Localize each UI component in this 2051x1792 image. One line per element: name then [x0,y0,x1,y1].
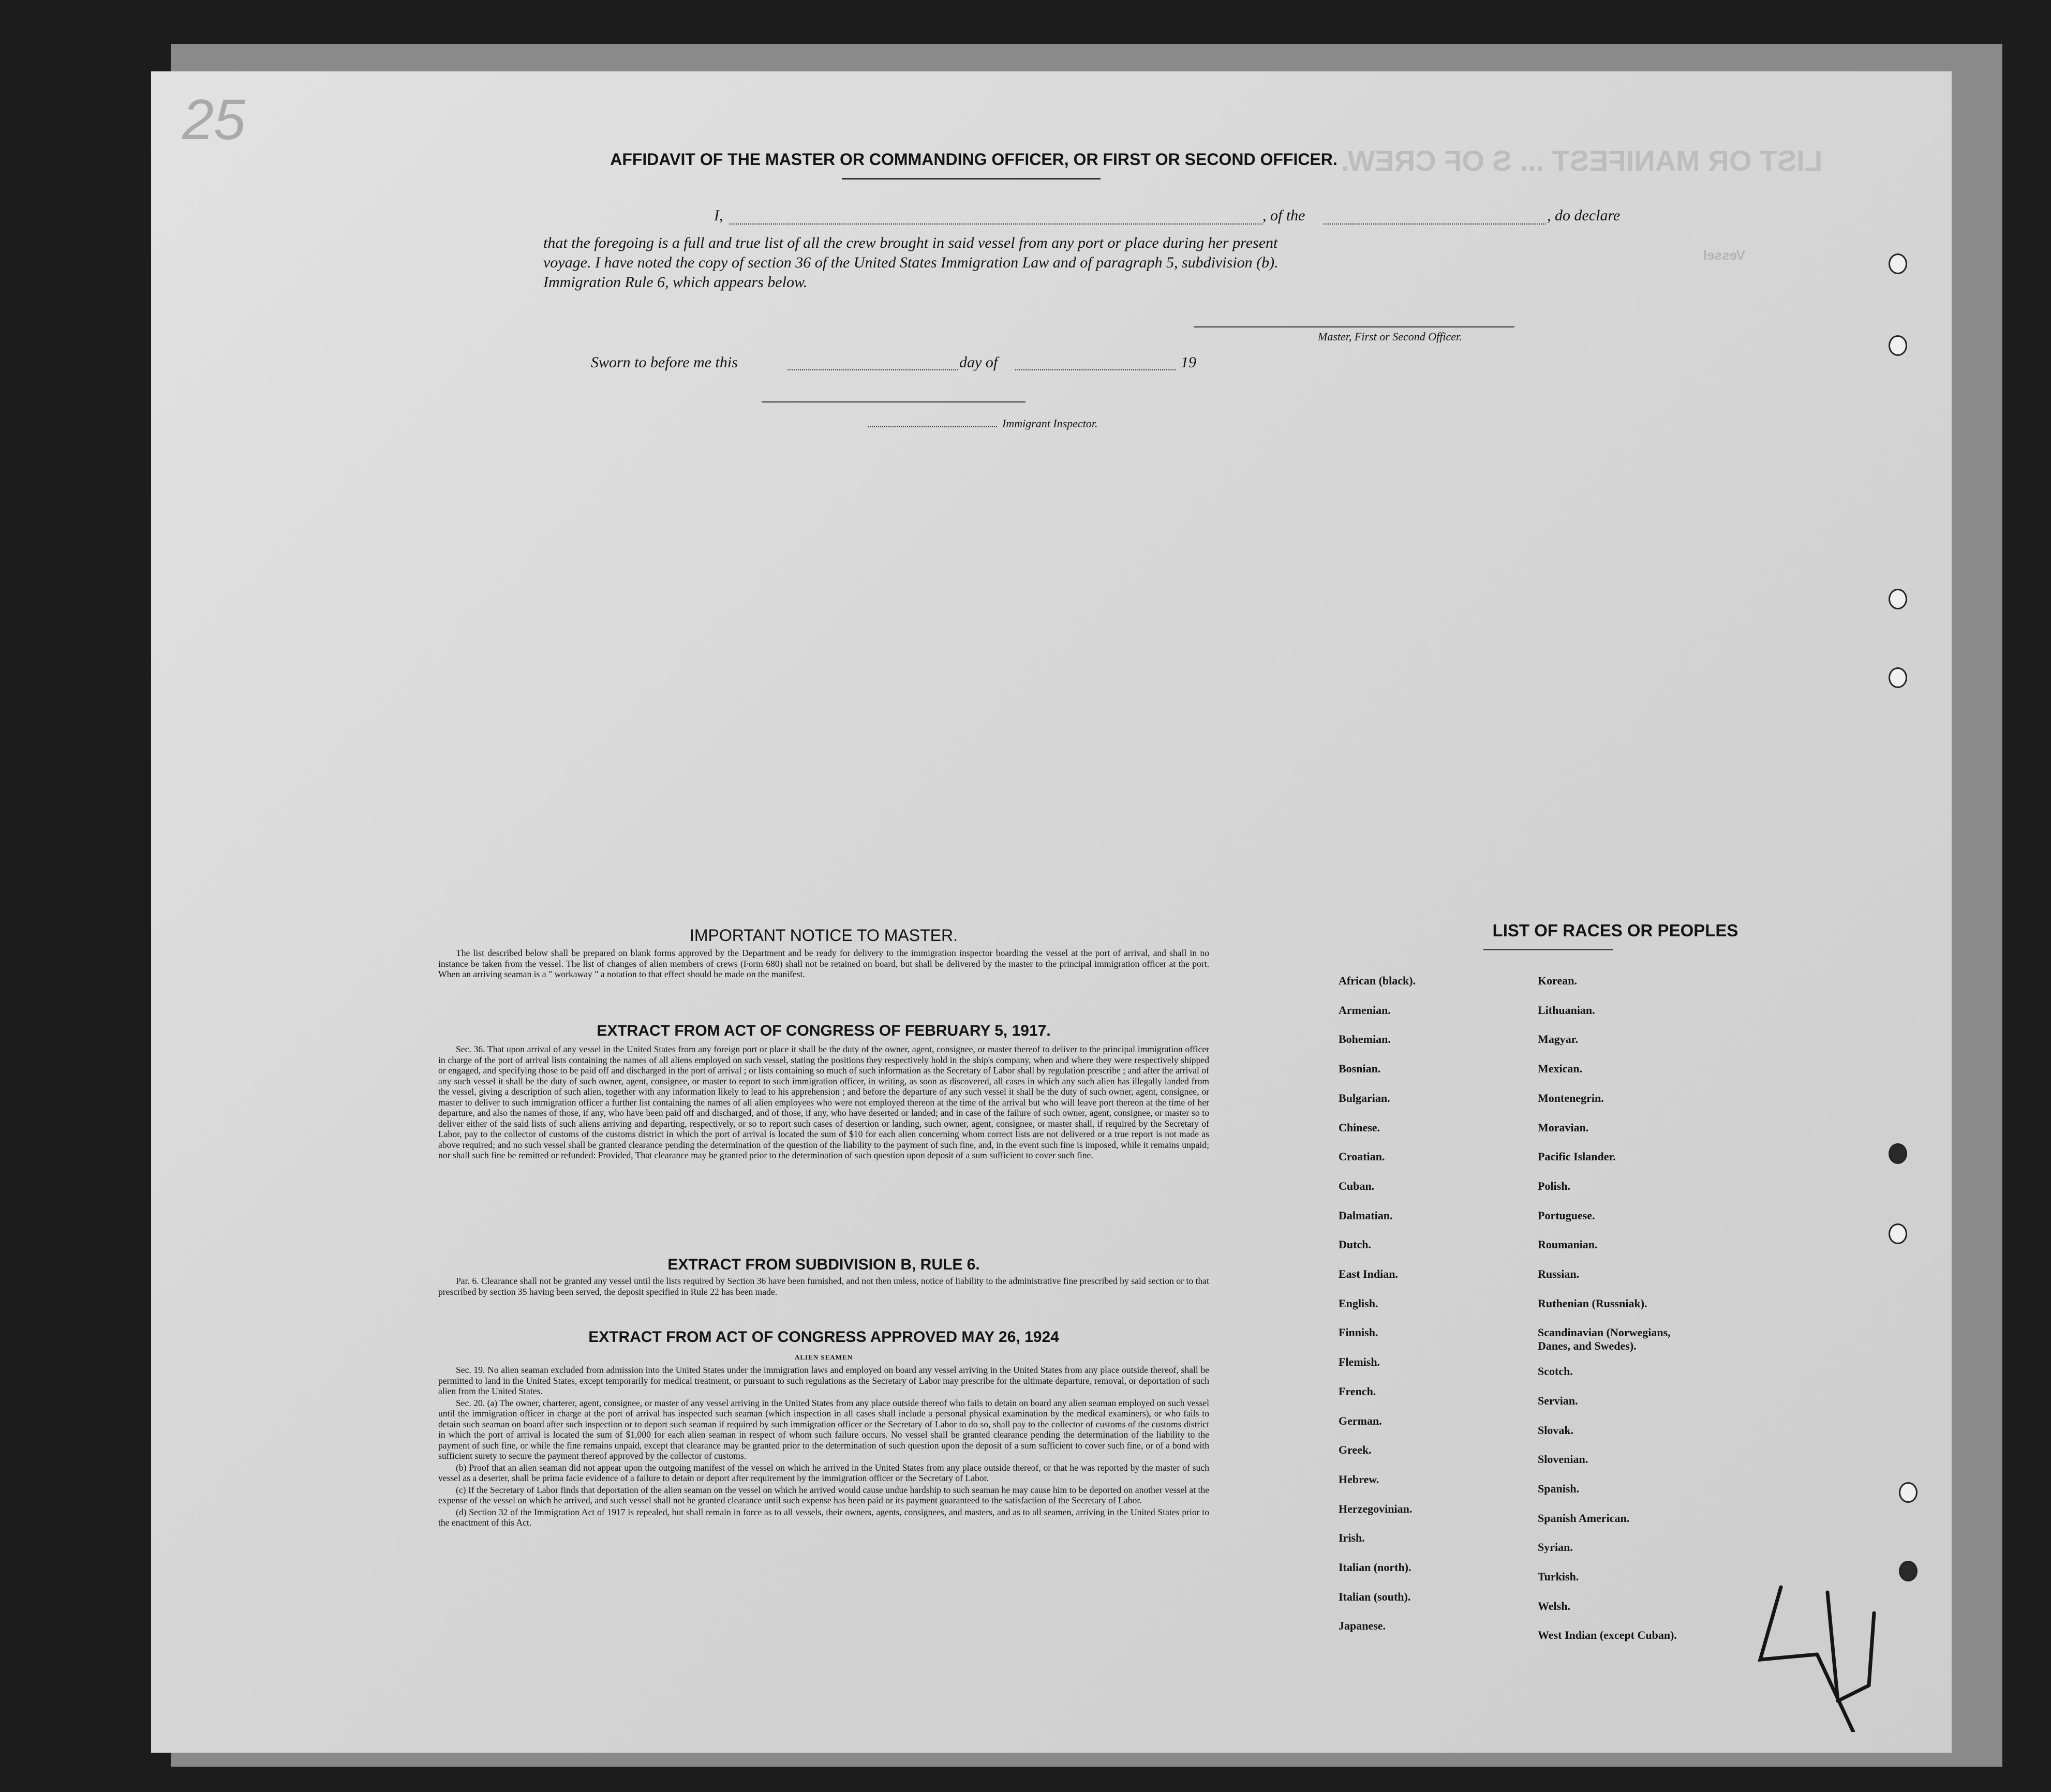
declaration-line-1 [543,207,1702,228]
race-item: Bulgarian. [1339,1091,1390,1104]
race-item: Polish. [1538,1179,1570,1192]
race-item: Mexican. [1538,1062,1583,1076]
race-item: Spanish American. [1538,1511,1630,1525]
section-20b-paragraph: (b) Proof that an alien seaman did not appear upon the outgoing manifest of the vessel on which he arrived in the United States from any place outside thereof, or that he was reported by the master of such vessel as a deserter, shall be prima facie evidence of a failure to detain or deport after requirement by the immigration officer or the Secretary of Labor. [438,1462,1209,1483]
section-20d-paragraph: (d) Section 32 of the Immigration Act of 1917 is repealed, but shall remain in force as to all vessels, their owners, agents, consignees, and masters, and as to all seamen, arriving in the United States prior to the enactment of this Act. [438,1506,1209,1528]
race-item: Korean. [1538,974,1577,987]
race-item: French. [1339,1384,1376,1398]
ghost-title: LIST OR MANIFEST ... S OF CREW. [1341,144,1823,177]
inspector-rule-upper [762,401,1026,402]
race-item: Cuban. [1339,1179,1375,1192]
sworn-label: Sworn to before me this [591,354,738,371]
notice-paragraph: The list described below shall be prepared on blank forms approved by the Department and be ready for delivery to the immigration inspector boarding the vessel at the port of arrival, and shall in no instance be taken from the vessel. The list of changes of alien members of crews (Form 680) shall not be retained on board, but shall be delivered by the master to the principal immigration officer at the port. When an arriving seaman is a " workaway " a notation to that effect should be made on the manifest. [438,948,1209,979]
binder-hole-3 [1889,589,1907,609]
vessel-blank [1324,223,1546,225]
race-item: Slovak. [1538,1423,1574,1437]
race-item: Irish. [1339,1531,1365,1545]
race-item: Herzegovinian. [1339,1502,1413,1515]
races-title-rule [1483,949,1613,950]
race-item: Armenian. [1339,1003,1391,1017]
race-item: African (black). [1339,974,1416,987]
race-item: Italian (south). [1339,1590,1411,1603]
race-item: Montenegrin. [1538,1091,1604,1104]
inspector-caption: Immigrant Inspector. [1002,417,1098,430]
section-20a-paragraph: Sec. 20. (a) The owner, charterer, agent, consignee, or master of any vessel arriving in the United States from any place outside thereof who fails to detain on board any alien seaman employed on such vessel until the immigration officer in charge at the port of arrival has inspected such seaman (which inspection in all cases shall include a personal physical examination by the medical examiners), or who fails to detain such seaman on board after such inspection or to deport such seaman if required by such immigration officer or the Secretary of Labor to do so, shall pay to the collector of customs of the customs district in which the port of arrival is located the sum of $1,000 for each alien seaman in respect of whom such failure occurs. No vessel shall be granted clearance pending the determination of the liability to the payment of such fine, or while the fine remains unpaid, except that clearance may be granted prior to the determination of such question upon the deposit of a sum sufficient to cover such fine, or of a bond with sufficient surety to secure the payment thereof approved by the collector of customs. [438,1397,1209,1461]
master-caption: Master, First or Second Officer. [1318,330,1462,343]
races-title: LIST OF RACES OR PEOPLES [1492,921,1738,940]
race-item: Turkish. [1538,1570,1579,1583]
declaration-line-2: that the foregoing is a full and true list of all the crew brought in said vessel from any port or place during her present [543,234,1278,251]
race-item: Ruthenian (Russniak). [1538,1296,1647,1310]
declaration-declare-label: , do declare [1547,207,1621,224]
day-blank [787,369,958,370]
race-item: Japanese. [1339,1619,1386,1633]
declaration-of-the-label: , of the [1262,207,1305,224]
race-item: Russian. [1538,1267,1580,1280]
sworn-line [591,354,1212,375]
inspector-signature-line [868,426,997,427]
race-item: Dutch. [1339,1238,1371,1251]
race-item: West Indian (except Cuban). [1538,1629,1677,1642]
binder-hole-2 [1889,335,1907,356]
race-item: Dalmatian. [1339,1208,1393,1222]
race-item: German. [1339,1414,1382,1427]
paragraph-6: Par. 6. Clearance shall not be granted any vessel until the lists required by Section 36 have been furnished, and not then unless, notice of liability to the administrative fine prescribed by said section or to that prescribed by section 35 having been served, the deposit specified in Rule 22 has been made. [438,1276,1209,1297]
binder-hole-5 [1889,1143,1907,1164]
declaration-i-label: I, [714,207,723,224]
extract-1924-body [438,1365,1209,1529]
rule-6-body [438,1276,1209,1298]
race-item: Welsh. [1538,1599,1570,1612]
race-item: Scandinavian (Norwegians, Danes, and Swedes). [1538,1326,1671,1353]
binder-hole-6 [1889,1223,1907,1244]
handwritten-initials [1750,1582,1895,1732]
binder-hole-7 [1899,1482,1918,1503]
race-item: Chinese. [1339,1121,1380,1134]
extract-1924-title: EXTRACT FROM ACT OF CONGRESS APPROVED MAY 26, 1924 [588,1328,1059,1346]
section-36-paragraph: Sec. 36. That upon arrival of any vessel in the United States from any foreign port or place it shall be the duty of the owner, agent, consignee, or master thereof to deliver to the principal immigration officer in charge of the port of arrival lists containing the names of all aliens employed on such vessel, stating the positions they respectively hold in the ship's company, when and where they were respectively shipped or engaged, and specifying those to be paid off and discharged in the port of arrival ; or lists containing so much of such information as the Secretary of Labor shall by regulation prescribe ; and after the arrival of any such vessel it shall be the duty of such owner, agent, consignee, or master to report to such immigration officer, in writing, as soon as discovered, all cases in which any such alien has illegally landed from the vessel, giving a description of such alien, together with any information likely to lead to his apprehension ; and before the departure of any such vessel it shall be the duty of such owner, agent, consignee, or master to deliver to such immigration officer a further list containing the names of all alien employees who were not employed thereon at the time of the arrival but who will leave port thereon at the time of her departure, and also the names of those, if any, who have been paid off and discharged, and of those, if any, who have deserted or landed; and in case of the failure of such owner, agent, consignee, or master so to deliver either of the said lists of such aliens arriving and departing, respectively, or so to report such cases of desertion or landing, such owner, agent, consignee, or master shall, if required by the Secretary of Labor, pay to the collector of customs of the customs district in which the port of arrival is located the sum of $10 for each alien concerning whom correct lists are not delivered or a true report is not made as above required; and no such vessel shall be granted clearance pending the determination of the question of the liability to the payment of such fine, and, in the event such fine is imposed, while it remains unpaid; nor shall such fine be remitted or refunded: Provided, That clearance may be granted prior to the determination of such question upon deposit of a sum sufficient to cover such fine. [438,1044,1209,1160]
race-item: Slovenian. [1538,1453,1588,1466]
alien-seamen-subtitle: ALIEN SEAMEN [794,1353,853,1361]
section-20c-paragraph: (c) If the Secretary of Labor finds that deportation of the alien seaman on the vessel on which he arrived would cause undue hardship to such seaman he may cause him to be deported on another vessel at the expense of the vessel on which he arrived, and such vessel shall not be granted clearance until such expense has been paid or its payment guaranteed to the satisfaction of the Secretary of Labor. [438,1484,1209,1505]
extract-1917-title: EXTRACT FROM ACT OF CONGRESS OF FEBRUARY 5, 1917. [597,1022,1051,1039]
race-item: Italian (north). [1339,1561,1411,1574]
notice-body [438,948,1209,981]
race-item: English. [1339,1296,1378,1310]
race-item: Magyar. [1538,1033,1579,1046]
affidavit-title: AFFIDAVIT OF THE MASTER OR COMMANDING OFFICER, OR FIRST OR SECOND OFFICER. [610,150,1337,169]
section-19-paragraph: Sec. 19. No alien seaman excluded from admission into the United States under the immigration laws and employed on board any vessel arriving in the United States from any place outside thereof, shall be permitted to land in the United States, except temporarily for medical treatment, or pursuant to such regulations as the Secretary of Labor may prescribe for the ultimate departure, removal, or deportation of such alien from the United States. [438,1365,1209,1396]
month-blank [1015,369,1176,370]
race-item: Spanish. [1538,1482,1580,1495]
binder-hole-1 [1889,253,1907,274]
manifest-page [151,71,1952,1753]
race-item: Scotch. [1538,1365,1573,1378]
race-item: Roumanian. [1538,1238,1598,1251]
page-number-mark: 25 [182,88,246,152]
rule-6-title: EXTRACT FROM SUBDIVISION B, RULE 6. [667,1256,980,1273]
race-item: Lithuanian. [1538,1003,1595,1017]
declaration-line-4: Immigration Rule 6, which appears below. [543,274,808,291]
extract-1917-body [438,1044,1209,1162]
name-blank [730,223,1262,225]
race-item: Moravian. [1538,1121,1589,1134]
ghost-vessel-label: Vessel [1703,247,1745,263]
race-item: Syrian. [1538,1541,1573,1554]
race-item: Servian. [1538,1394,1578,1407]
race-item: Finnish. [1339,1326,1378,1339]
year-label: 19 [1181,354,1196,371]
race-item: Portuguese. [1538,1208,1595,1222]
race-item: Bohemian. [1339,1033,1391,1046]
declaration-line-3: voyage. I have noted the copy of section 36 of the United States Immigration Law and of paragraph 5, subdivision (b). [543,254,1279,271]
binder-hole-8 [1899,1561,1918,1581]
race-item: Greek. [1339,1443,1372,1457]
day-of-label: day of [959,354,998,371]
race-item: Pacific Islander. [1538,1150,1616,1163]
race-item: Bosnian. [1339,1062,1381,1076]
master-signature-line [1194,326,1514,327]
notice-title: IMPORTANT NOTICE TO MASTER. [690,926,958,945]
race-item: Flemish. [1339,1355,1380,1369]
affidavit-title-rule [842,178,1101,180]
race-item: Hebrew. [1339,1472,1379,1486]
binder-hole-4 [1889,667,1907,688]
race-item: Croatian. [1339,1150,1385,1163]
race-item: East Indian. [1339,1267,1398,1280]
